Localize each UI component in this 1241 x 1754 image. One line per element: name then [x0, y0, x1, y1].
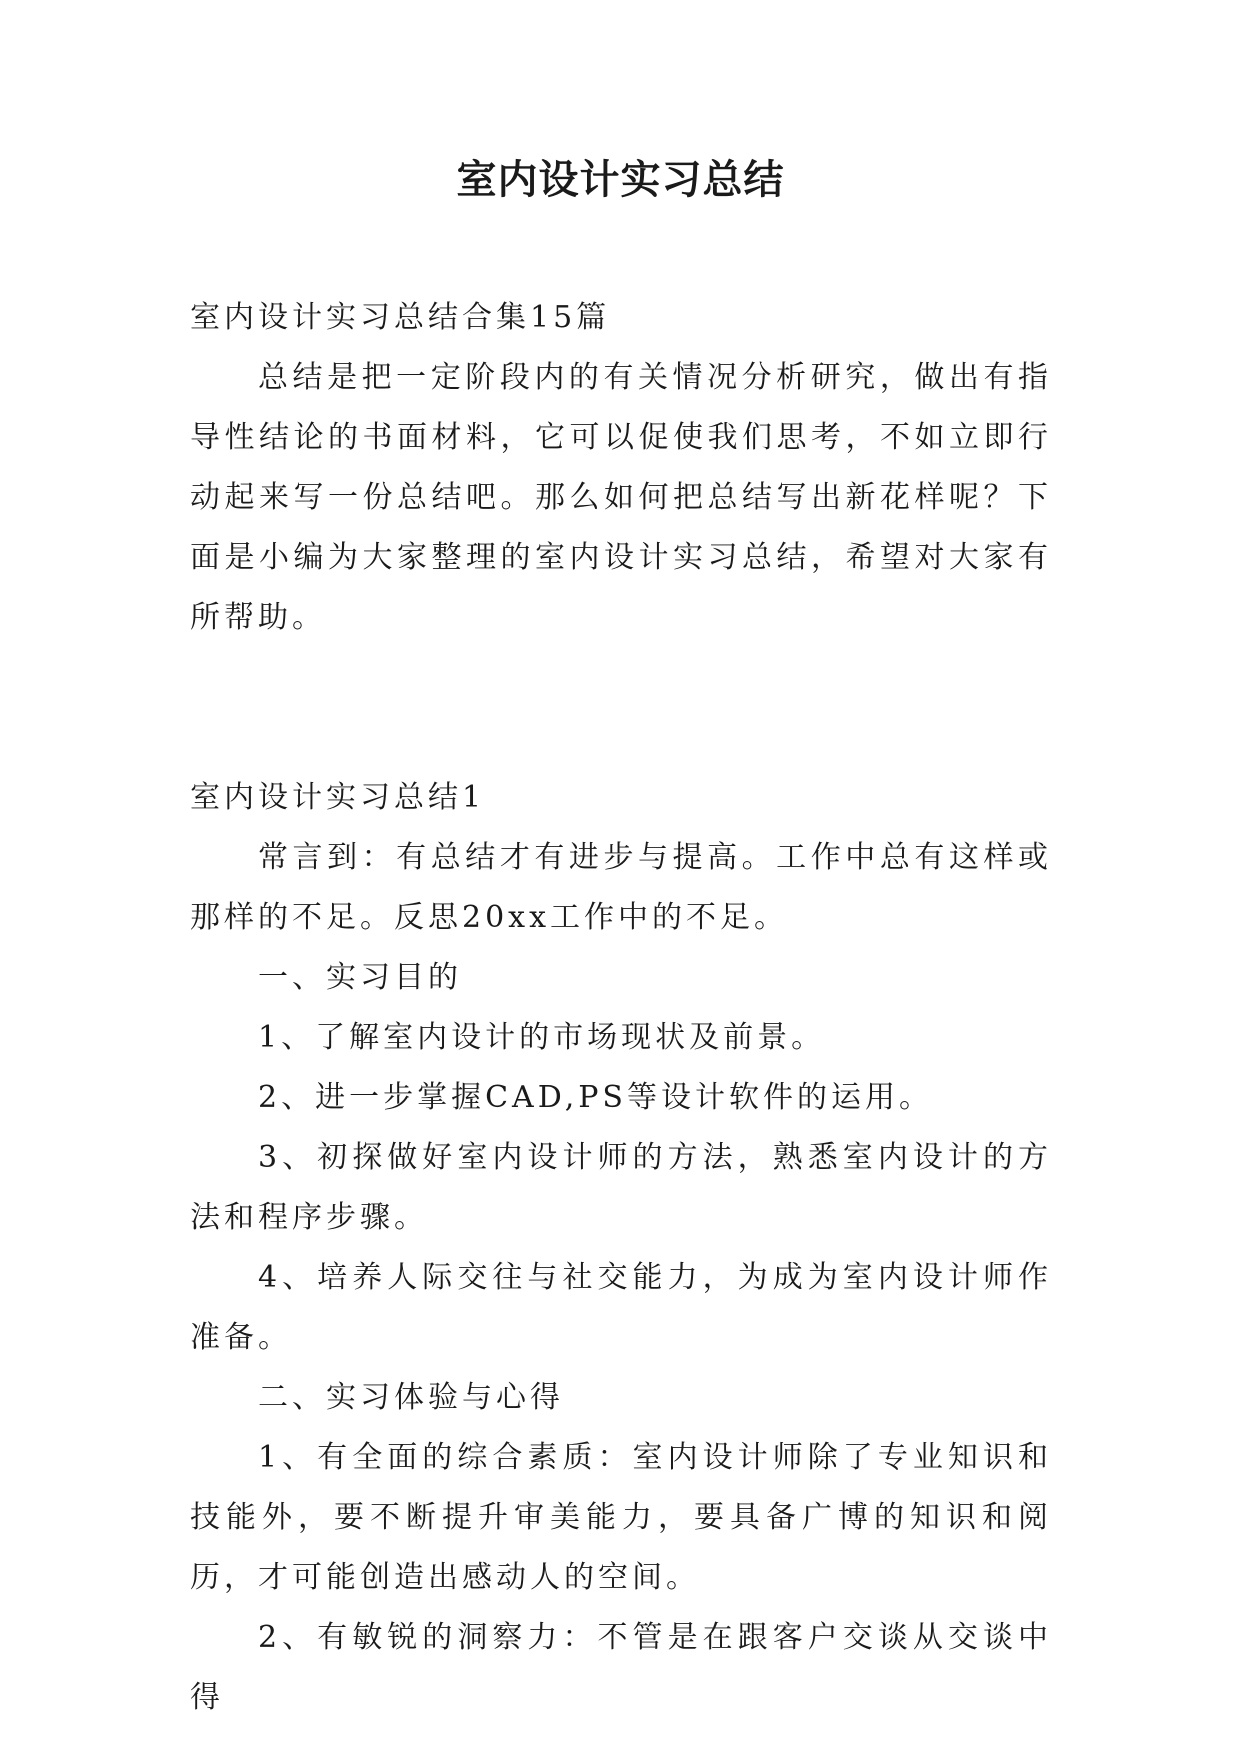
list-item: 2、进一步掌握CAD,PS等设计软件的运用。 — [258, 1080, 933, 1115]
list-item: 2、有敏锐的洞察力：不管是在跟客户交谈从交谈中得 — [190, 1620, 1052, 1715]
list-item: 4、培养人际交往与社交能力，为成为室内设计师作准备。 — [190, 1260, 1052, 1355]
subheading-purpose: 一、实习目的 — [258, 960, 462, 995]
paragraph: 常言到：有总结才有进步与提高。工作中总有这样或那样的不足。反思20xx工作中的不足。 — [190, 840, 1052, 935]
section-heading: 室内设计实习总结1 — [190, 780, 486, 815]
section-spacer — [190, 648, 1052, 768]
list-item: 3、初探做好室内设计师的方法，熟悉室内设计的方法和程序步骤。 — [190, 1140, 1052, 1235]
subheading-experience: 二、实习体验与心得 — [258, 1380, 564, 1415]
list-item: 1、了解室内设计的市场现状及前景。 — [258, 1020, 826, 1055]
list-item: 1、有全面的综合素质：室内设计师除了专业知识和技能外，要不断提升审美能力，要具备广博的知识和阅历，才可能创造出感动人的空间。 — [190, 1440, 1052, 1595]
collection-subtitle: 室内设计实习总结合集15篇 — [190, 300, 611, 335]
document-body — [190, 288, 1052, 1728]
document-title: 室内设计实习总结 — [456, 156, 785, 203]
intro-paragraph: 总结是把一定阶段内的有关情况分析研究，做出有指导性结论的书面材料，它可以促使我们思考，不如立即行动起来写一份总结吧。那么如何把总结写出新花样呢？下面是小编为大家整理的室内设计实习总结，希望对大家有所帮助。 — [190, 360, 1052, 635]
